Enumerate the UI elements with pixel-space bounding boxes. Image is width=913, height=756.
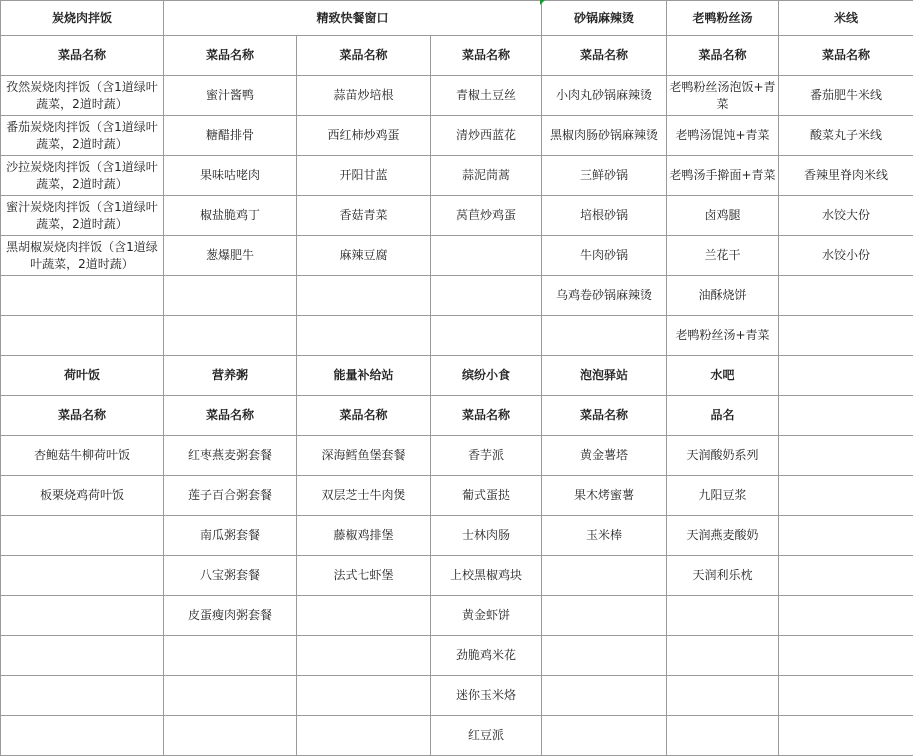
menu-item	[297, 316, 431, 356]
table-row	[1, 276, 913, 316]
table-row	[1, 156, 913, 196]
menu-item: 老鸭汤馄饨+青菜	[667, 116, 779, 156]
menu-item: 青椒土豆丝	[431, 76, 542, 116]
menu-item	[164, 676, 297, 716]
menu-item: 葡式蛋挞	[431, 476, 542, 516]
category-header: 营养粥	[164, 356, 297, 396]
menu-item: 椒盐脆鸡丁	[164, 196, 297, 236]
cell-marker	[540, 0, 545, 5]
menu-item	[164, 276, 297, 316]
menu-item: 老鸭粉丝汤泡饭+青菜	[667, 76, 779, 116]
menu-item	[779, 476, 913, 516]
menu-item	[667, 636, 779, 676]
menu-item: 天润酸奶系列	[667, 436, 779, 476]
menu-item: 八宝粥套餐	[164, 556, 297, 596]
menu-item: 果味咕咾肉	[164, 156, 297, 196]
menu-item	[1, 636, 164, 676]
menu-item	[542, 716, 667, 756]
menu-item: 黑胡椒炭烧肉拌饭（含1道绿叶蔬菜，2道时蔬）	[1, 236, 164, 276]
table-row	[1, 516, 913, 556]
table-row	[1, 716, 913, 756]
category-header: 荷叶饭	[1, 356, 164, 396]
menu-item	[1, 556, 164, 596]
menu-item	[297, 716, 431, 756]
menu-item: 小肉丸砂锅麻辣烫	[542, 76, 667, 116]
menu-item: 卤鸡腿	[667, 196, 779, 236]
menu-item: 糖醋排骨	[164, 116, 297, 156]
section2-subheader-row	[1, 396, 913, 436]
category-header: 泡泡驿站	[542, 356, 667, 396]
category-header: 炭烧肉拌饭	[1, 1, 164, 36]
menu-item: 迷你玉米烙	[431, 676, 542, 716]
table-row	[1, 476, 913, 516]
menu-item: 天润利乐枕	[667, 556, 779, 596]
menu-item	[779, 596, 913, 636]
menu-item: 玉米棒	[542, 516, 667, 556]
menu-item	[297, 636, 431, 676]
column-header: 菜品名称	[164, 36, 297, 76]
menu-item: 红豆派	[431, 716, 542, 756]
menu-item: 沙拉炭烧肉拌饭（含1道绿叶蔬菜，2道时蔬）	[1, 156, 164, 196]
menu-item	[1, 596, 164, 636]
category-header: 精致快餐窗口	[164, 1, 542, 36]
section1-header-row	[1, 1, 913, 36]
menu-item	[542, 556, 667, 596]
section2-header-row	[1, 356, 913, 396]
menu-item: 杏鲍菇牛柳荷叶饭	[1, 436, 164, 476]
column-header: 菜品名称	[667, 36, 779, 76]
menu-item: 双层芝士牛肉煲	[297, 476, 431, 516]
menu-item: 蜜汁炭烧肉拌饭（含1道绿叶蔬菜，2道时蔬）	[1, 196, 164, 236]
table-row	[1, 676, 913, 716]
menu-item	[1, 516, 164, 556]
menu-item	[779, 716, 913, 756]
menu-item: 黑椒肉肠砂锅麻辣烫	[542, 116, 667, 156]
menu-item	[431, 276, 542, 316]
table-row	[1, 436, 913, 476]
menu-item: 西红柿炒鸡蛋	[297, 116, 431, 156]
menu-item	[297, 596, 431, 636]
menu-item	[779, 676, 913, 716]
category-header: 缤纷小食	[431, 356, 542, 396]
table-row	[1, 236, 913, 276]
menu-item: 老鸭粉丝汤+青菜	[667, 316, 779, 356]
column-header: 菜品名称	[1, 36, 164, 76]
category-header: 水吧	[667, 356, 779, 396]
menu-item	[779, 436, 913, 476]
menu-item: 三鲜砂锅	[542, 156, 667, 196]
column-header: 菜品名称	[297, 396, 431, 436]
table-row	[1, 76, 913, 116]
menu-item: 培根砂锅	[542, 196, 667, 236]
menu-item	[667, 716, 779, 756]
menu-item	[164, 636, 297, 676]
column-header: 菜品名称	[1, 396, 164, 436]
menu-item: 黄金薯塔	[542, 436, 667, 476]
column-header: 品名	[667, 396, 779, 436]
menu-item: 劲脆鸡米花	[431, 636, 542, 676]
column-header: 菜品名称	[779, 36, 913, 76]
menu-item	[1, 276, 164, 316]
menu-item	[779, 516, 913, 556]
menu-item	[1, 676, 164, 716]
menu-item	[297, 676, 431, 716]
menu-item	[542, 596, 667, 636]
menu-item	[297, 276, 431, 316]
category-header: 砂锅麻辣烫	[542, 1, 667, 36]
menu-item: 法式七虾堡	[297, 556, 431, 596]
menu-table-body	[1, 1, 913, 756]
menu-item: 开阳甘蓝	[297, 156, 431, 196]
column-header: 菜品名称	[542, 396, 667, 436]
menu-item: 板栗烧鸡荷叶饭	[1, 476, 164, 516]
column-header: 菜品名称	[431, 396, 542, 436]
menu-item	[667, 676, 779, 716]
category-header: 米线	[779, 1, 913, 36]
menu-item: 南瓜粥套餐	[164, 516, 297, 556]
menu-item: 水饺小份	[779, 236, 913, 276]
category-header: 能量补给站	[297, 356, 431, 396]
menu-item	[779, 316, 913, 356]
menu-item: 香辣里脊肉米线	[779, 156, 913, 196]
table-row	[1, 636, 913, 676]
menu-item: 酸菜丸子米线	[779, 116, 913, 156]
table-row	[1, 316, 913, 356]
menu-item: 番茄炭烧肉拌饭（含1道绿叶蔬菜，2道时蔬）	[1, 116, 164, 156]
menu-item: 莴苣炒鸡蛋	[431, 196, 542, 236]
section1-subheader-row	[1, 36, 913, 76]
menu-item: 番茄肥牛米线	[779, 76, 913, 116]
menu-item: 士林肉肠	[431, 516, 542, 556]
menu-item: 兰花干	[667, 236, 779, 276]
table-row	[1, 596, 913, 636]
menu-item	[164, 716, 297, 756]
menu-item: 老鸭汤手擀面+青菜	[667, 156, 779, 196]
menu-item	[779, 636, 913, 676]
column-header: 菜品名称	[542, 36, 667, 76]
table-row	[1, 196, 913, 236]
menu-item: 皮蛋瘦肉粥套餐	[164, 596, 297, 636]
menu-item: 红枣燕麦粥套餐	[164, 436, 297, 476]
menu-item	[542, 676, 667, 716]
menu-item: 九阳豆浆	[667, 476, 779, 516]
menu-item	[1, 716, 164, 756]
menu-item: 蒜苗炒培根	[297, 76, 431, 116]
menu-item	[542, 316, 667, 356]
column-header: 菜品名称	[297, 36, 431, 76]
menu-item	[542, 636, 667, 676]
menu-item: 上校黑椒鸡块	[431, 556, 542, 596]
menu-item: 水饺大份	[779, 196, 913, 236]
menu-item: 天润燕麦酸奶	[667, 516, 779, 556]
menu-item: 深海鳕鱼堡套餐	[297, 436, 431, 476]
menu-item	[667, 596, 779, 636]
column-header: 菜品名称	[431, 36, 542, 76]
menu-item: 麻辣豆腐	[297, 236, 431, 276]
table-row	[1, 116, 913, 156]
menu-item: 乌鸡卷砂锅麻辣烫	[542, 276, 667, 316]
category-header: 老鸭粉丝汤	[667, 1, 779, 36]
menu-item: 香菇青菜	[297, 196, 431, 236]
menu-item: 藤椒鸡排堡	[297, 516, 431, 556]
menu-item: 牛肉砂锅	[542, 236, 667, 276]
menu-item	[164, 316, 297, 356]
menu-item	[779, 276, 913, 316]
menu-item: 果木烤蜜薯	[542, 476, 667, 516]
menu-item	[1, 316, 164, 356]
menu-item: 香芋派	[431, 436, 542, 476]
menu-item: 油酥烧饼	[667, 276, 779, 316]
table-row	[1, 556, 913, 596]
menu-item	[431, 316, 542, 356]
menu-item	[779, 556, 913, 596]
column-header: 菜品名称	[164, 396, 297, 436]
menu-item: 蜜汁酱鸭	[164, 76, 297, 116]
menu-item: 黄金虾饼	[431, 596, 542, 636]
menu-item	[431, 236, 542, 276]
menu-item: 莲子百合粥套餐	[164, 476, 297, 516]
menu-item: 蒜泥茼蒿	[431, 156, 542, 196]
column-header	[779, 396, 913, 436]
category-header	[779, 356, 913, 396]
menu-item: 葱爆肥牛	[164, 236, 297, 276]
menu-item: 清炒西蓝花	[431, 116, 542, 156]
menu-item: 孜然炭烧肉拌饭（含1道绿叶蔬菜，2道时蔬）	[1, 76, 164, 116]
